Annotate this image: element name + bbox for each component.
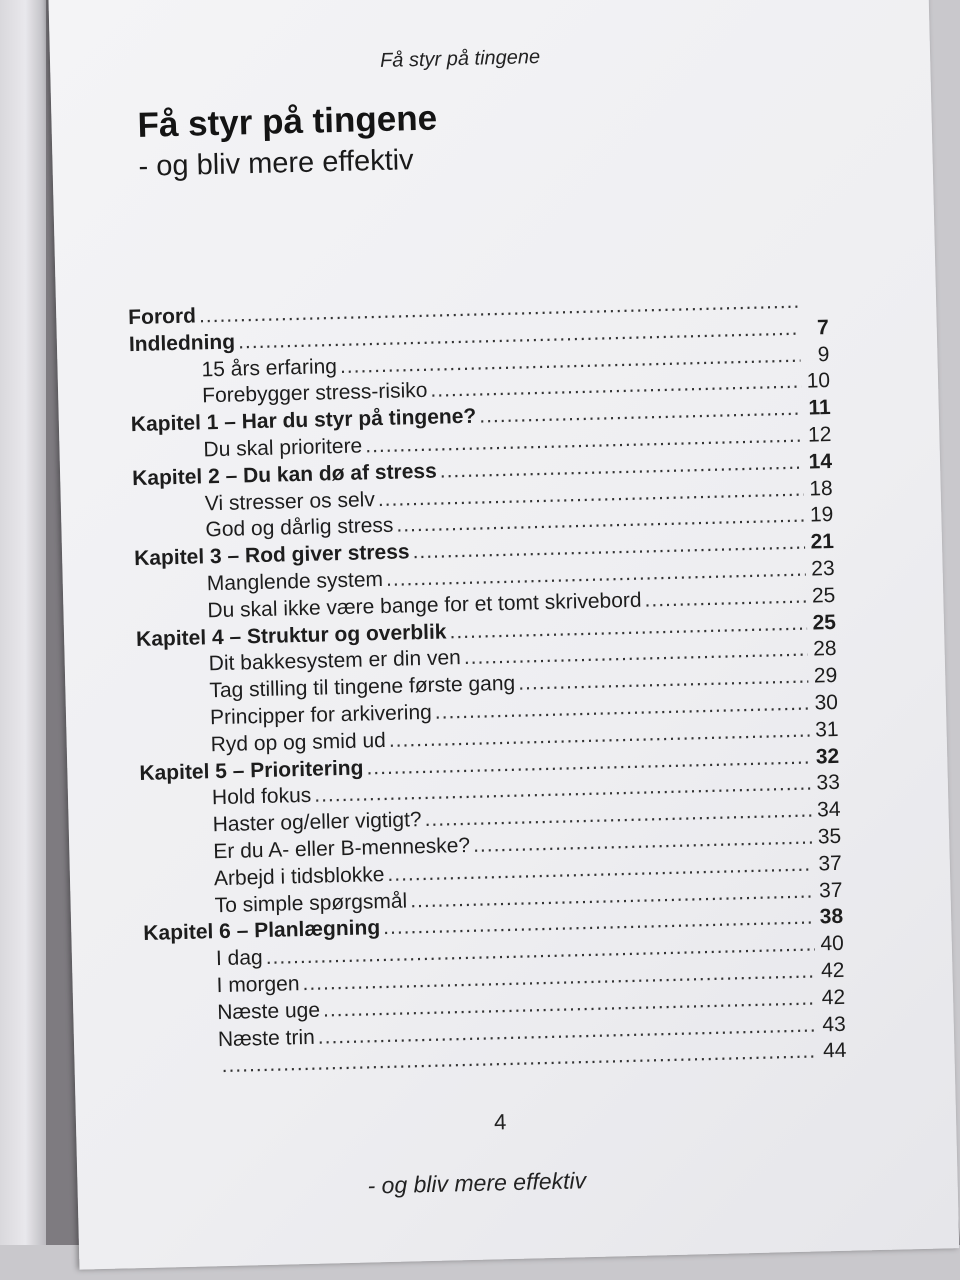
toc-page-number: 18 — [809, 476, 833, 501]
toc-page-number: 14 — [808, 449, 833, 474]
toc-entry-title: Kapitel 2 – Du kan dø af stress — [131, 459, 438, 490]
toc-entry-title: God og dårlig stress — [205, 514, 394, 542]
toc-page-number: 10 — [806, 369, 831, 393]
toc-page-number: 9 — [817, 342, 830, 366]
dot-leader — [644, 584, 806, 612]
toc-page-number: 43 — [822, 1012, 847, 1036]
toc-page-number: 44 — [822, 1039, 847, 1063]
toc-entry-title: Vi stresser os selv — [204, 487, 376, 515]
table-of-contents — [128, 289, 847, 1083]
toc-entry-title: I dag — [215, 946, 263, 971]
toc-page-number: 40 — [820, 931, 845, 956]
toc-entry-title: 15 års erfaring — [201, 354, 338, 381]
toc-entry-title: Kapitel 6 – Planlægning — [143, 916, 381, 946]
toc-entry-title: Er du A- eller B-menneske? — [213, 833, 471, 864]
toc-entry-title: Forebygger stress-risiko — [201, 379, 428, 408]
page-title: Få styr på tingene — [137, 98, 438, 145]
toc-page-number: 12 — [807, 422, 832, 447]
running-header: Få styr på tingene — [379, 46, 541, 72]
toc-entry-title: Kapitel 5 – Prioritering — [139, 756, 364, 785]
toc-entry-title: Du skal prioritere — [203, 434, 363, 462]
toc-page-number: 28 — [812, 637, 837, 661]
toc-page-number: 42 — [820, 958, 845, 983]
toc-entry-title: Hold fokus — [211, 784, 312, 810]
toc-page-number: 11 — [808, 396, 831, 420]
toc-page-number: 7 — [816, 315, 829, 340]
book-page — [48, 0, 959, 1270]
page-subtitle: - og bliv mere effektiv — [138, 144, 414, 183]
toc-page-number: 37 — [818, 851, 843, 876]
toc-entry-title: Principper for arkivering — [209, 700, 433, 730]
toc-page-number — [802, 307, 828, 308]
toc-page-number: 37 — [818, 878, 843, 902]
toc-entry-title: Forord — [127, 304, 197, 330]
facing-page-edge — [0, 0, 46, 1280]
running-footer: - og bliv mere effektiv — [367, 1167, 587, 1199]
toc-entry-title: Kapitel 4 – Struktur og overblik — [135, 620, 447, 651]
toc-page-number: 35 — [817, 824, 842, 849]
toc-page-number: 23 — [810, 556, 835, 581]
toc-entry-title: Kapitel 1 – Har du styr på tingene? — [130, 404, 477, 437]
toc-page-number: 25 — [811, 583, 836, 608]
toc-entry-title: Kapitel 3 – Rod giver stress — [133, 540, 410, 571]
toc-entry-title: Indledning — [128, 330, 236, 356]
toc-page-number: 32 — [815, 744, 840, 769]
toc-entry-title: Næste uge — [216, 998, 321, 1024]
toc-page-number: 34 — [816, 798, 841, 822]
toc-page-number: 30 — [814, 690, 839, 715]
toc-entry-title: Ryd op og smid ud — [210, 728, 387, 756]
toc-page-number: 19 — [809, 503, 834, 527]
page-number: 4 — [493, 1109, 507, 1135]
toc-entry-title: Arbejd i tidsblokke — [213, 862, 385, 890]
toc-page-number: 21 — [810, 530, 835, 554]
toc-entry-title: Dit bakkesystem er din ven — [208, 646, 462, 676]
toc-entry-title: Næste trin — [217, 1025, 316, 1051]
toc-entry-title: Manglende system — [206, 567, 384, 596]
toc-entry-title: Tag stilling til tingene første gang — [209, 671, 516, 703]
toc-page-number: 29 — [813, 664, 838, 688]
toc-entry-title: Haster og/eller vigtigt? — [212, 808, 422, 837]
toc-entry-title: To simple spørgsmål — [214, 889, 408, 917]
toc-page-number: 25 — [812, 610, 837, 635]
toc-page-number: 38 — [819, 905, 844, 929]
toc-page-number: 42 — [821, 985, 846, 1010]
toc-entry-title: I morgen — [216, 972, 300, 998]
toc-page-number: 31 — [814, 717, 839, 742]
toc-entry-title: Du skal ikke være bange for et tomt skrivebord — [207, 588, 642, 623]
toc-page-number: 33 — [816, 771, 841, 795]
